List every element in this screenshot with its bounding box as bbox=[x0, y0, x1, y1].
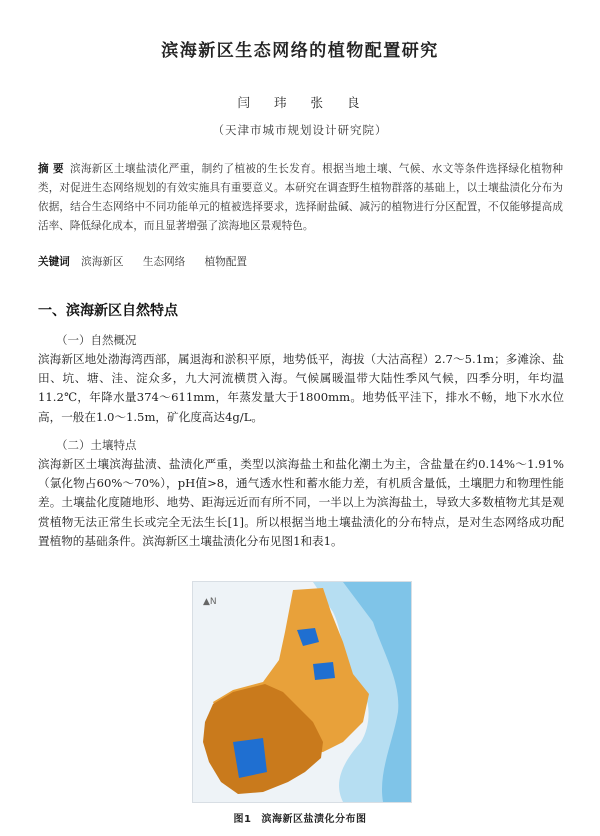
keywords-label: 关键词 bbox=[38, 256, 70, 268]
salinization-map bbox=[192, 581, 412, 803]
keywords-block bbox=[38, 254, 563, 269]
figure-caption bbox=[0, 810, 600, 825]
keyword-item: 植物配置 bbox=[204, 256, 248, 268]
map-graphic bbox=[193, 582, 411, 802]
abstract-block bbox=[38, 160, 563, 236]
subsection-heading-soil: （二）土壤特点 bbox=[56, 438, 137, 452]
reservoir-central bbox=[313, 662, 335, 680]
north-arrow-icon: ▲N bbox=[203, 597, 217, 607]
reservoir-south bbox=[233, 738, 267, 778]
paragraph-natural: 滨海新区地处渤海湾西部，属退海和淤积平原，地势低平，海拔（大沽高程）2.7～5.1m；多滩涂、盐田、坑、塘、洼、淀众多，九大河流横贯入海。气候属暖温带大陆性季风气候，四季分明，年均温11.2℃，年降水量374～611mm，年蒸发量大于1800mm。地势低平洼下，排水不畅，地下水水位高，一般在1.0～1.5m，矿化度高达4g/L。 bbox=[38, 352, 564, 424]
abstract-label: 摘 要 bbox=[38, 163, 64, 175]
paper-title: 滨海新区生态网络的植物配置研究 bbox=[161, 41, 439, 61]
paper-affiliation: （天津市城市规划设计研究院） bbox=[212, 123, 388, 137]
section-heading: 一、滨海新区自然特点 bbox=[38, 303, 178, 319]
figure-number: 图1 bbox=[233, 814, 252, 825]
figure-caption-text: 滨海新区盐渍化分布图 bbox=[261, 814, 367, 825]
subsection-heading-natural: （一）自然概况 bbox=[56, 333, 137, 347]
paper-authors: 闫 玮 张 良 bbox=[237, 95, 363, 110]
abstract-text: 滨海新区土壤盐渍化严重，制约了植被的生长发育。根据当地土壤、气候、水文等条件选择绿化植物种类，对促进生态网络规划的有效实施具有重要意义。本研究在调查野生植物群落的基础上，以土壤盐渍化分布为依据，结合生态网络中不同功能单元的植被选择要求，选择耐盐碱、减污的植物进行分区配置，不仅能够提高成活率、降低绿化成本，而且显著增强了滨海地区景观特色。 bbox=[38, 163, 563, 232]
keyword-item: 生态网络 bbox=[142, 256, 186, 268]
keyword-item: 滨海新区 bbox=[81, 256, 124, 268]
paragraph-soil: 滨海新区土壤滨海盐渍、盐渍化严重，类型以滨海盐土和盐化潮土为主，含盐量在约0.14%～1.91%（氯化物占60%～70%），pH值>8，通气透水性和蓄水能力差，有机质含量低，土壤肥力和物理性能差。土壤盐化度随地形、地势、距海远近而有所不同，一半以上为滨海盐土，导致大多数植物尤其是观赏植物无法正常生长或完全无法生长[1]。所以根据当地土壤盐渍化的分布特点，是对生态网络成功配置植物的基础条件。滨海新区土壤盐渍化分布见图1和表1。 bbox=[38, 457, 564, 548]
